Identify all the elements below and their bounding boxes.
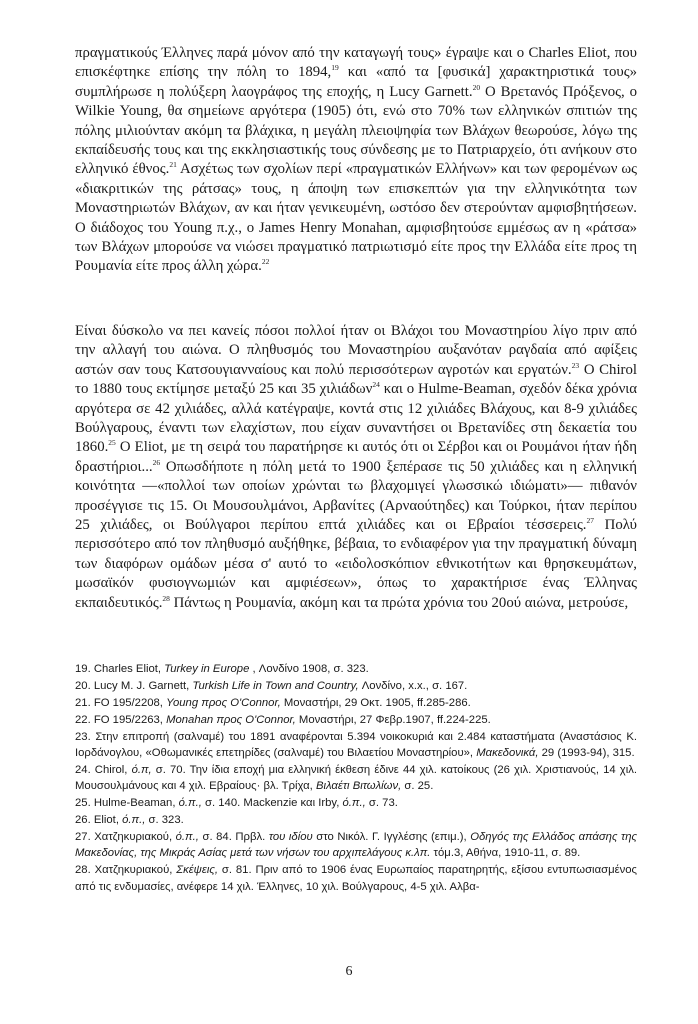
- text-run: σ. 25.: [401, 780, 434, 793]
- footnote-ref: 27: [586, 516, 595, 526]
- text-run: Ο Chirol το 1880 τους εκτίμησε μεταξύ 25 και 35 χιλιάδων: [75, 361, 637, 398]
- text-run: 26. Eliot,: [75, 814, 123, 827]
- footnote: [75, 829, 637, 862]
- italic-text: Turkish Life in Town and Country,: [192, 679, 359, 692]
- text-run: πραγματικούς Έλληνες παρά μόνον από την καταγωγή τους» έγραψε και ο Charles Eliot, που επισκέφτηκε επίσης την πόλη το 1894,: [75, 45, 637, 81]
- text-run: 22. FO 195/2263,: [75, 713, 167, 726]
- footnotes: [75, 661, 637, 896]
- italic-text: ό.π.,: [122, 814, 146, 827]
- footnote: [75, 862, 637, 895]
- footnote: [75, 712, 637, 728]
- text-run: τόμ.3, Αθήνα, 1910-11, σ. 89.: [430, 847, 581, 860]
- text-run: σ. 140. Mackenzie και Irby,: [201, 797, 343, 810]
- text-run: στο Νικόλ. Γ. Ιγγλέσης (επιμ.),: [312, 831, 471, 844]
- text-run: Είναι δύσκολο να πει κανείς πόσοι πολλοί ήταν οι Βλάχοι του Μοναστηρίου λίγο πριν από την αλλαγή του αιώνα. Ο πληθυσμός του Μοναστηρίου αυξανόταν ραγδαία από αφίξεις αστών σαν τους Κατσουγιανναίους και πολύ περισσότερων αγροτών και εργατών.: [75, 323, 637, 378]
- text-run: 28. Χατζηκυριακού,: [75, 864, 177, 877]
- text-run: και ο Hulme-Beaman, σχεδόν δέκα χρόνια αργότερα σε 42 χιλιάδες, αλλά κατέγραψε, κοντά στις 12 χιλιάδες Βλάχους, και 8-9 χιλιάδες Βούλγαρους, έναντι των ελαχίστων, που είχαν συναντήσει οι Βρετανίδες στη δεκαετία του 1860.: [75, 381, 637, 456]
- text-run: 27. Χατζηκυριακού,: [75, 831, 176, 844]
- footnote: [75, 812, 637, 828]
- text-run: Μοναστήρι, 27 Φεβρ.1907, ff.224-225.: [295, 713, 491, 726]
- text-run: 20. Lucy M. J. Garnett,: [75, 679, 193, 692]
- text-run: Οπωσδήποτε η πόλη μετά το 1900 ξεπέρασε τις 50 χιλιάδες και η ελληνική κοινότητα —«πολλοί των οποίων χρώνται τω βλαχομιγεί γλωσσικώ ιδιώματι»— πιθανόν προσέγγισε τις 15. Οι Μουσουλμάνοι, Αρβανίτες (Αρναούτηδες) και Τούρκοι, ήταν περίπου 25 χιλιάδες, οι Βούλγαροι περίπου επτά χιλιάδες και οι Εβραίοι τέσσερεις.: [75, 458, 637, 534]
- text-run: Πάντως η Ρουμανία, ακόμη και τα πρώτα χρόνια του 20ού αιώνα, μετρούσε,: [169, 594, 629, 611]
- text-run: 23. Στην επιτροπή (σαλναμέ) του 1891 αναφέρονται 5.394 νοικοκυριά και 2.484 καταστήματα (Αναστάσιος Κ. Ιορδάνογλου, «Οθωμανικές επετηρίδες (σαλναμέ) του Βιλαετίου Μοναστηρίου»,: [75, 730, 637, 760]
- italic-text: Οδηγός της Ελλάδος απάσης της Μακεδονίας, της Μικράς Ασίας μετά των νήσων του αρχιπελάγους κ.λπ.: [75, 831, 637, 860]
- text-run: σ. 323.: [145, 814, 184, 827]
- italic-text: ό.π.,: [175, 831, 199, 844]
- footnote-ref: 25: [108, 438, 116, 448]
- footnote-ref: 20: [472, 82, 481, 92]
- text-run: 19. Charles Eliot,: [75, 663, 165, 675]
- body-paragraph: [75, 44, 637, 277]
- footnote-ref: 28: [162, 593, 170, 603]
- footnote-ref: 22: [261, 257, 270, 267]
- footnote: [75, 695, 637, 711]
- italic-text: του ιδίου: [268, 831, 313, 844]
- footnote-ref: 23: [571, 360, 580, 370]
- italic-text: Μακεδονικά,: [476, 747, 539, 760]
- italic-text: Young προς O'Connor,: [166, 696, 281, 709]
- body-paragraph: [75, 322, 637, 613]
- text-run: Ο Eliot, με τη σειρά του παρατήρησε κι αυτός ότι οι Σέρβοι και οι Ρουμάνοι ήταν ήδη δραστήριοι...: [75, 439, 637, 475]
- text-run: Λονδίνο, x.x., σ. 167.: [358, 679, 468, 692]
- page-number: 6: [345, 964, 353, 979]
- footnote: [75, 678, 637, 694]
- footnote: [75, 762, 637, 795]
- text-run: σ. 84. Πρβλ.: [198, 831, 269, 844]
- text-run: και «από τα [φυσικά] χαρακτηριστικά τους» συμπλήρωσε η πολύξερη λαογράφος της εποχής, η Lucy Garnett.: [75, 64, 637, 100]
- italic-text: Turkey in Europe: [164, 663, 250, 675]
- footnote: [75, 729, 637, 762]
- text-run: σ. 81. Πριν από το 1906 ένας Ευρωπαίος παρατηρητής, εξίσου εντυπωσιασμένος από τις ενδυμασίες, ανέφερε 14 χιλ. Έλληνες, 10 χιλ. Βούλγαρους, 4-5 χιλ. Αλβα-: [75, 864, 637, 893]
- footnote: [75, 661, 637, 677]
- footnote-ref: 21: [169, 160, 177, 170]
- footnote-ref: 24: [372, 380, 380, 390]
- text-run: Ο Βρετανός Πρόξενος, ο Wilkie Young, θα σημείωνε αργότερα (1905) ότι, ενώ στο 70% των ελληνικών σπιτιών της πόλης μιλιούνταν ακόμη τα βλάχικα, η μεγάλη πλειοψηφία των Βλάχων θεωρούσε, λόγω της εκπαίδευσής τους και της εκκλησιαστικής τους σύνδεσης με το Πατριαρχείο, ότι ανήκουν στο ελληνικό έθνος.: [75, 83, 637, 178]
- text-run: σ. 70. Την ίδια εποχή μια ελληνική έκθεση έδινε 44 χιλ. κατοίκους (26 χιλ. Χριστιανούς, 14 χιλ. Μουσουλμάνους και 4 χιλ. Εβραίους· βλ. Τρίχα,: [75, 763, 637, 793]
- text-run: 25. Hulme-Beaman,: [75, 797, 179, 810]
- italic-text: Σκέψεις,: [176, 864, 219, 877]
- text-run: σ. 73.: [365, 797, 398, 810]
- italic-text: ό.π,: [131, 763, 152, 776]
- italic-text: Βιλαέτι Βιτωλίων,: [315, 780, 402, 793]
- text-run: 29 (1993-94), 315.: [538, 747, 635, 760]
- italic-text: Monahan προς O'Connor,: [166, 713, 296, 726]
- italic-text: ό.π.,: [342, 797, 366, 810]
- footnote-ref: 19: [331, 63, 339, 73]
- text-run: , Λονδίνο 1908, σ. 323.: [249, 663, 369, 675]
- text-run: 24. Chirol,: [75, 763, 132, 776]
- footnote-ref: 26: [152, 457, 161, 467]
- footnote: [75, 795, 637, 811]
- text-run: 21. FO 195/2208,: [75, 696, 167, 709]
- italic-text: ό.π.,: [178, 797, 202, 810]
- text-run: Πολύ περισσότερο από τον πληθυσμό αυξήθηκε, βέβαια, το ενδιαφέρον για την πραγματική δύναμη των διαφόρων ομάδων μέσα σ' αυτό το «ειδολοσκόπιον εθνικοτήτων και θρησκευμάτων, μωσαϊκόν φυσιογνωμιών και αμφιέσεων», όπως το χαρακτήρισε ένας Έλληνας εκπαιδευτικός.: [75, 517, 637, 611]
- text-run: Μοναστήρι, 29 Οκτ. 1905, ff.285-286.: [280, 696, 471, 709]
- text-run: Ασχέτως των σχολίων περί «πραγματικών Ελλήνων» και των φερομένων ως «διακριτικών της ράτσας» τους, η άποψη των επισκεπτών για την ελληνικότητα των Μοναστηριωτών Βλάχων, αν και ήταν γενικευμένη, ωστόσο δεν στερούνταν αμφισβητήσεων. Ο διάδοχος του Young π.χ., ο James Henry Monahan, αμφισβητούσε εμμέσως αν η «ράτσα» των Βλάχων μπορούσε να νιώσει πραγματικό πατριωτισμό είτε προς την Ελλάδα είτε προς τη Ρουμανία είτε προς άλλη χώρα.: [75, 161, 637, 275]
